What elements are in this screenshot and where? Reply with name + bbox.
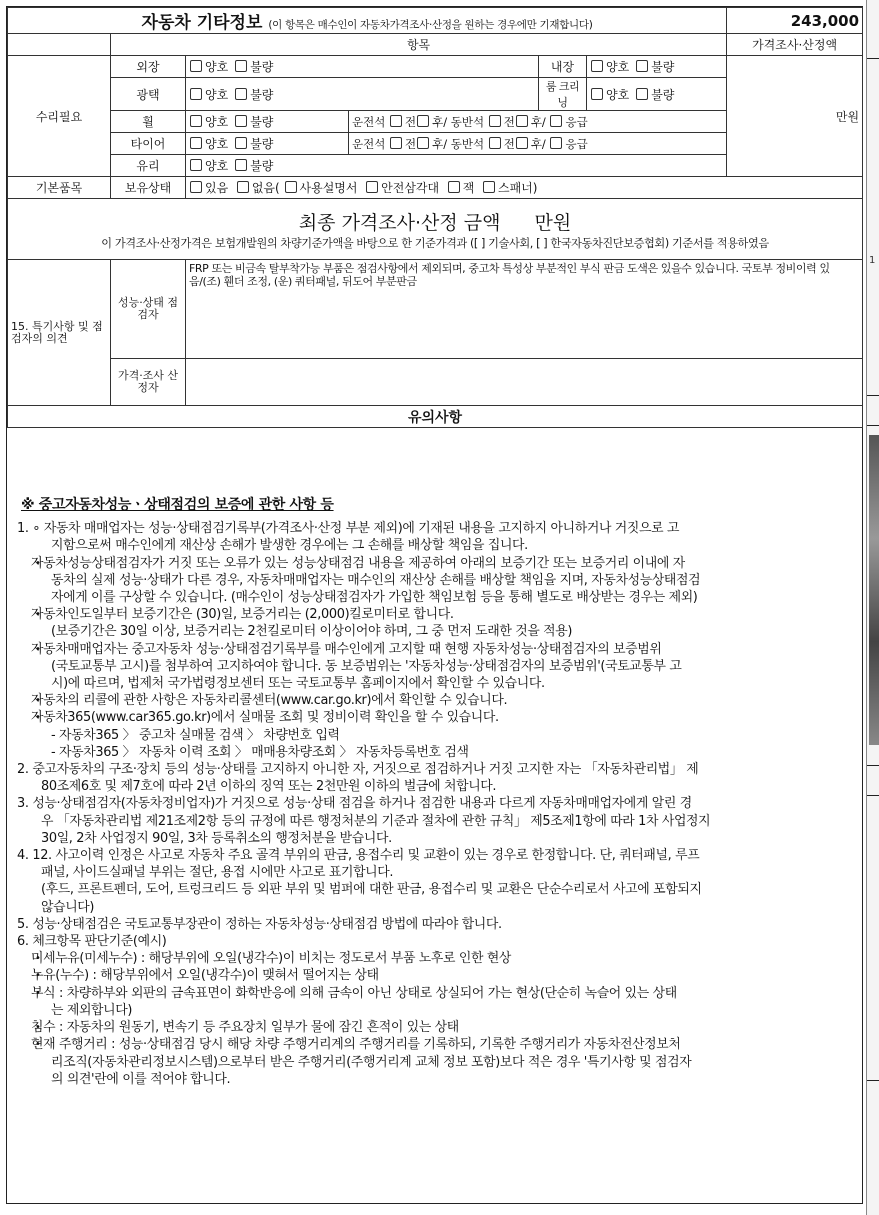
notice-line: 80조제6호 및 제7호에 따라 2년 이하의 징역 또는 2천만원 이하의 벌금에 처합니다. [41,779,497,795]
notice-line: 1. ∘ 자동차 매매업자는 성능·상태점검기록부(가격조사·산정 부분 제외)에 기재된 내용을 고지하지 아니하거나 거짓으로 고 [17,521,680,537]
repair-unit: 만원 [727,56,863,177]
checkbox[interactable] [190,137,202,149]
checkbox[interactable] [489,115,501,127]
notice-bullet: • 현재 주행거리 : 성능·상태점검 당시 해당 차량 주행거리계의 주행거리를 기록하되, 기록한 주행거리가 자동차전산정보처 [7,1036,862,1053]
row-label: 룸 크리닝 [539,78,587,111]
notice-bullet: • 누유(누수) : 해당부위에서 오일(냉각수)이 맺혀서 떨어지는 상태 [7,967,862,984]
item-column-header: 항목 [111,34,727,56]
inspector-row [8,260,863,359]
notice-line: 리조직(자동차관리정보시스템)으로부터 받은 주행거리(주행거리계 교체 정보 포함)보다 적은 경우 '특기사항 및 점검자 [51,1054,692,1070]
notice-line: 5. 성능·상태점검은 국토교통부장관이 정하는 자동차성능·상태점검 방법에 따라야 합니다. [17,916,502,932]
checkbox[interactable] [235,137,247,149]
checkbox[interactable] [190,88,202,100]
notice-line: (보증기간은 30일 이상, 보증거리는 2천킬로미터 이상이어야 하며, 그 중 먼저 도래한 것을 적용) [51,624,573,640]
checkbox[interactable] [190,115,202,127]
notice-line: 는 제외합니다) [51,1002,133,1018]
row-label: 유리 [111,155,186,177]
checkbox[interactable] [489,137,501,149]
notice-line: (국토교통부 고시)를 첨부하여 고지하여야 합니다. 동 보증범위는 '자동차성능·상태점검자의 보증범위'(국토교통부 고 [51,658,682,674]
inspector-label: 성능·상태 점검자 [111,260,186,359]
notice-line: - 자동차365 〉 자동차 이력 조회 〉 매매용차량조회 〉 자동차등록번호 검색 [51,744,469,760]
checkbox[interactable] [235,159,247,171]
checkbox[interactable] [366,181,378,193]
notice-line: 자에게 이를 구상할 수 있습니다. (매수인이 성능상태점검자가 가입한 책임보험 등을 통해 별도로 배상받는 경우는 제외) [51,590,698,606]
notice-title-row [8,406,863,428]
basic-items-row: 기본품목 보유상태 있음 없음( 사용설명서 안전삼각대 잭 스패너) [8,177,863,199]
notice-line: 2. 중고자동차의 구조·장치 등의 성능·상태를 고지하지 아니한 자, 거짓으로 점검하거나 거짓 고지한 자는 「자동차관리법」 제 [17,762,699,778]
row-label: 타이어 [111,133,186,155]
notice-bullet: • 침수 : 자동차의 원동기, 변속기 등 주요장치 일부가 물에 잠긴 흔적이 있는 상태 [7,1019,862,1036]
checkbox[interactable] [448,181,460,193]
notice-line: - 자동차365 〉 중고차 실매물 검색 〉 차량번호 입력 [51,727,340,743]
row-label: 외장 [111,56,186,78]
checkbox[interactable] [636,88,648,100]
checkbox[interactable] [417,115,429,127]
final-price-note: 이 가격조사·산정가격은 보험개발원의 차량기준가액을 바탕으로 한 기준가격과 ([ ] 기술사회, [ ] 한국자동차진단보증협회) 기준서를 적용하였음 [101,237,769,250]
section-title: 자동차 기타정보 (이 항목은 매수인이 자동차가격조사·산정을 원하는 경우에만 기재합니다) [141,13,593,33]
notice-line: 6. 체크항목 판단기준(예시) [17,934,167,950]
final-price-row [8,199,863,260]
final-price-title: 최종 가격조사·산정 금액 만원 [298,212,572,234]
notice-line: 3. 성능·상태점검자(자동차정비업자)가 거짓으로 성능·상태 점검을 하거나 점검한 내용과 다르게 자동차매매업자에게 알린 경 [17,796,692,812]
notice-line: 지함으로써 매수인에게 재산상 손해가 발생한 경우에는 그 손해를 배상할 책임을 집니다. [51,538,528,554]
row-label: 내장 [539,56,587,78]
repair-row-wheel: 휠 양호 불량 운전석 전 후/ 동반석 전 후/ 응급 [8,111,863,133]
checkbox[interactable] [190,60,202,72]
repair-row-tire: 타이어 양호 불량 운전석 전 후/ 동반석 전 후/ 응급 [8,133,863,155]
notice-title: 유의사항 [8,406,863,428]
checkbox[interactable] [235,60,247,72]
checkbox[interactable] [550,137,562,149]
checkbox[interactable] [550,115,562,127]
notice-bullet: • 자동차매매업자는 중고자동차 성능·상태점검기록부를 매수인에게 고지할 때 현행 자동차성능·상태점검자의 보증범위 [7,641,862,658]
valuation-column-header: 가격조사·산정액 [727,34,863,56]
adjacent-photo [869,435,879,745]
checkbox[interactable] [417,137,429,149]
basic-sub-label: 보유상태 [111,177,186,199]
checkbox[interactable] [636,60,648,72]
row-label: 광택 [111,78,186,111]
notice-line: 패널, 사이드실패널 부위는 절단, 용접 시에만 사고로 표기합니다. [41,865,394,881]
notice-line: (후드, 프론트펜더, 도어, 트렁크리드 등 외판 부위 및 범퍼에 대한 판금, 용접수리 및 교환은 단순수리로서 사고에 포함되지 [41,882,702,898]
notice-body [7,485,862,1088]
appraiser-opinion-text [186,359,863,406]
notice-line: 우 「자동차관리법 제21조제2항 등의 규정에 따른 행정처분의 기준과 절차에 관한 규칙」 제5조제1항에 따라 1차 사업정지 [41,813,711,829]
notice-line: 4. 12. 사고이력 인정은 사고로 자동차 주요 골격 부위의 판금, 용접수리 및 교환이 있는 경우로 한정합니다. 단, 쿼터패널, 루프 [17,848,700,864]
basic-label: 기본품목 [8,177,111,199]
checkbox[interactable] [390,115,402,127]
notice-line: 30일, 2차 사업정지 90일, 3차 등록취소의 행정처분을 받습니다. [41,830,392,846]
notice-bullet: • 미세누유(미세누수) : 해당부위에 오일(냉각수)이 비치는 정도로서 부품 노후로 인한 현상 [7,950,862,967]
checkbox[interactable] [390,137,402,149]
notice-bullet: • 자동차365(www.car365.go.kr)에서 실매물 조회 및 정비이력 확인을 할 수 있습니다. [7,709,862,726]
repair-row-polish: 광택 양호 불량 룸 크리닝 양호 불량 [8,78,863,111]
appraiser-row [8,359,863,406]
notice-bullet: • 자동차성능상태점검자가 거짓 또는 오류가 있는 성능상태점검 내용을 제공하여 아래의 보증기간 또는 보증거리 이내에 자 [7,555,862,572]
checkbox[interactable] [235,88,247,100]
row-label: 휠 [111,111,186,133]
appraiser-label: 가격·조사 산정자 [111,359,186,406]
notice-line: 시)에 따르며, 법제처 국가법령정보센터 또는 국토교통부 홈페이지에서 확인할 수 있습니다. [51,676,545,692]
side-mark: 1 [869,255,876,266]
checkbox[interactable] [285,181,297,193]
checkbox[interactable] [235,115,247,127]
header-row [8,8,863,34]
repair-label: 수리필요 [8,56,111,177]
notice-bullet: • 자동차의 리콜에 관한 사항은 자동차리콜센터(www.car.go.kr)에서 확인할 수 있습니다. [7,692,862,709]
inspection-sheet [6,6,863,1204]
notice-bullet: • 자동차인도일부터 보증기간은 (30)일, 보증거리는 (2,000)킬로미터로 합니다. [7,606,862,623]
repair-row-glass: 유리 양호 불량 [8,155,863,177]
checkbox[interactable] [591,88,603,100]
repair-row-exterior: 수리필요 외장 양호 불량 내장 양호 불량 만원 [8,56,863,78]
checkbox[interactable] [591,60,603,72]
price-value: 243,000 [727,8,863,34]
opinion-label: 15. 특기사항 및 점검자의 의견 [8,260,111,406]
checkbox[interactable] [190,181,202,193]
column-header-row [8,34,863,56]
notice-line: 의 의견'란에 이를 적어야 합니다. [51,1071,231,1087]
inspector-opinion-text: FRP 또는 비금속 탈부착가능 부품은 점검사항에서 제외되며, 중고차 특성상 부분적인 부식 판금 도색은 있을수 있습니다. 국토부 정비이력 있음/(조) 휀더 조정, (운) 쿼터패널, 뒤도어 부분판금 [186,260,863,359]
adjacent-page-edge [866,0,879,1215]
notice-bullet: • 부식 : 차량하부와 외판의 금속표면이 화학반응에 의해 금속이 아닌 상태로 상실되어 가는 현상(단순히 녹슬어 있는 상태 [7,985,862,1002]
notice-line: 않습니다) [41,899,95,915]
notice-heading: ※ 중고자동차성능ㆍ상태점검의 보증에 관한 사항 등 [21,497,334,513]
checkbox[interactable] [190,159,202,171]
other-info-table [7,7,863,428]
checkbox[interactable] [516,137,528,149]
checkbox[interactable] [483,181,495,193]
checkbox[interactable] [516,115,528,127]
checkbox[interactable] [237,181,249,193]
notice-line: 동차의 실제 성능·상태가 다른 경우, 자동차매매업자는 매수인의 재산상 손해를 배상할 책임을 지며, 자동차성능상태점검 [51,572,701,588]
